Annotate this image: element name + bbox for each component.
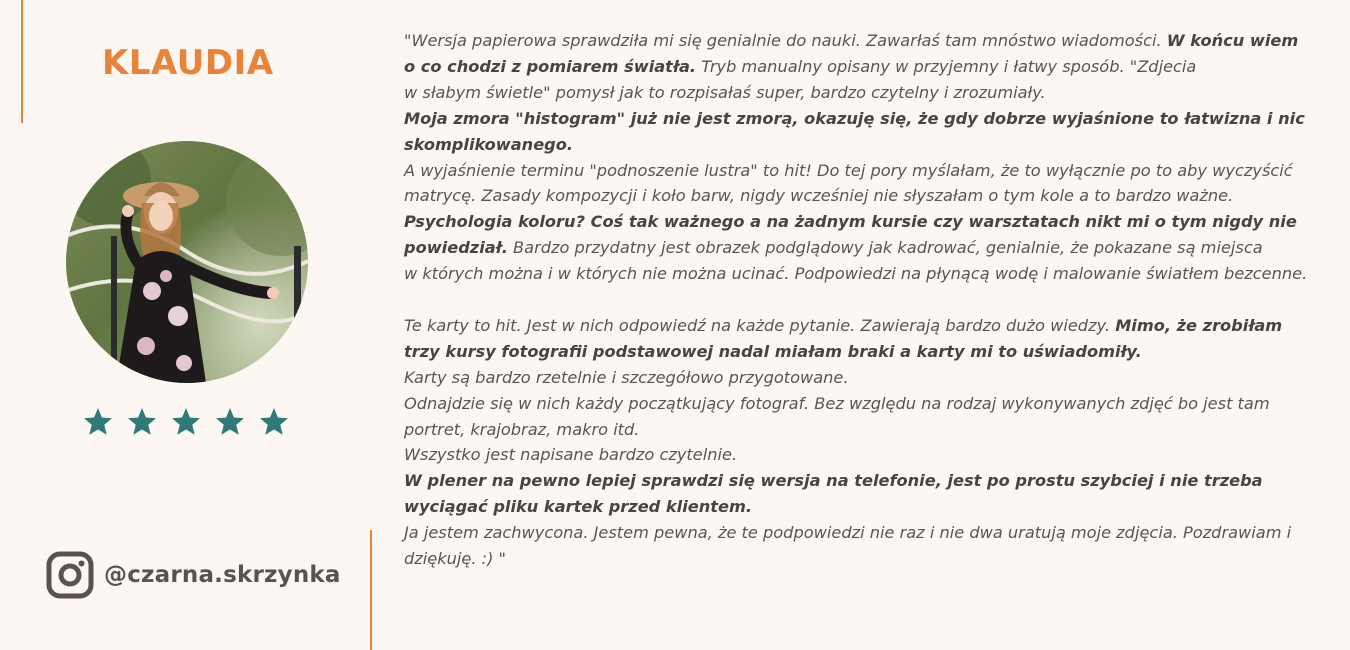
review-text [404,28,1309,572]
review-highlight: Psychologia koloru? Coś tak ważnego a na żadnym kursie czy warsztatach nikt mi o tym nigdy nie powiedział. [404,212,1297,258]
accent-divider-top [21,0,23,123]
star-icon [82,406,114,438]
review-highlight: Moja zmora "histogram" już nie jest zmorą, okazuję się, że gdy dobrze wyjaśnione to łatwizna i nic skomplikowanego. [404,108,1305,154]
review-paragraph [404,158,1309,262]
instagram-handle-row [46,551,341,599]
review-paragraph [404,365,1309,391]
review-paragraph [404,80,1309,106]
review-highlight: Mimo, że zrobiłam trzy kursy fotografii podstawowej nadal miałam braki a karty mi to uświadomiły. [404,315,1283,361]
review-run: Ja jestem zachwycona. Jestem pewna, że te podpowiedzi nie raz i nie dwa uratują moje zdjęcia. Pozdrawiam i dziękuję. :) " [404,523,1292,569]
review-paragraph [404,28,1309,80]
review-run: Bardzo przydatny jest obrazek podglądowy jak kadrować, genialnie, że pokazane są miejsca [507,238,1263,258]
review-run: Odnajdzie się w nich każdy początkujący fotograf. Bez względu na rodzaj wykonywanych zdjęć bo jest tam portret, krajobraz, makro itd. [404,393,1270,439]
instagram-icon [46,551,94,599]
review-paragraph [404,106,1309,158]
review-highlight: W końcu wiem o co chodzi z pomiarem światła. [404,31,1299,76]
review-run: w których można i w których nie można ucinać. Podpowiedzi na płynącą wodę i malowanie światłem bezcenne. [404,264,1308,284]
review-paragraph [404,520,1309,572]
paragraph-gap [404,287,1309,313]
review-run: "Wersja papierowa sprawdziła mi się genialnie do nauki. Zawarłaś tam mnóstwo wiadomości. [404,31,1167,50]
review-paragraph [404,313,1309,365]
review-paragraph [404,442,1309,468]
review-paragraph [404,468,1309,520]
accent-divider-bottom [370,530,372,650]
review-run: Karty są bardzo rzetelnie i szczegółowo przygotowane. [404,367,849,387]
review-run: Tryb manualny opisany w przyjemny i łatwy sposób. "Zdjecia [696,56,1197,76]
reviewer-name: KLAUDIA [102,43,274,83]
review-run: w słabym świetle" pomysł jak to rozpisałaś super, bardzo czytelny i zrozumiały. [404,82,1046,102]
rating-stars [82,406,290,438]
review-run: Te karty to hit. Jest w nich odpowiedź na każde pytanie. Zawierają bardzo dużo wiedzy. [404,315,1116,335]
reviewer-photo [66,141,308,383]
star-icon [214,406,246,438]
review-run: Wszystko jest napisane bardzo czytelnie. [404,445,738,465]
instagram-handle: @czarna.skrzynka [104,562,341,588]
review-paragraph [404,391,1309,443]
review-run: A wyjaśnienie terminu "podnoszenie lustra" to hit! Do tej pory myślałam, że to wyłącznie po to aby wyczyścić matrycę. Zasady kompozycji i koło barw, nigdy wcześniej nie słyszałam o tym kole a to bardzo ważne. [404,160,1293,206]
star-icon [170,406,202,438]
review-paragraph [404,261,1309,287]
review-highlight: W plener na pewno lepiej sprawdzi się wersja na telefonie, jest po prostu szybciej i nie trzeba wyciągać pliku kartek przed klientem. [404,471,1263,517]
star-icon [258,406,290,438]
star-icon [126,406,158,438]
